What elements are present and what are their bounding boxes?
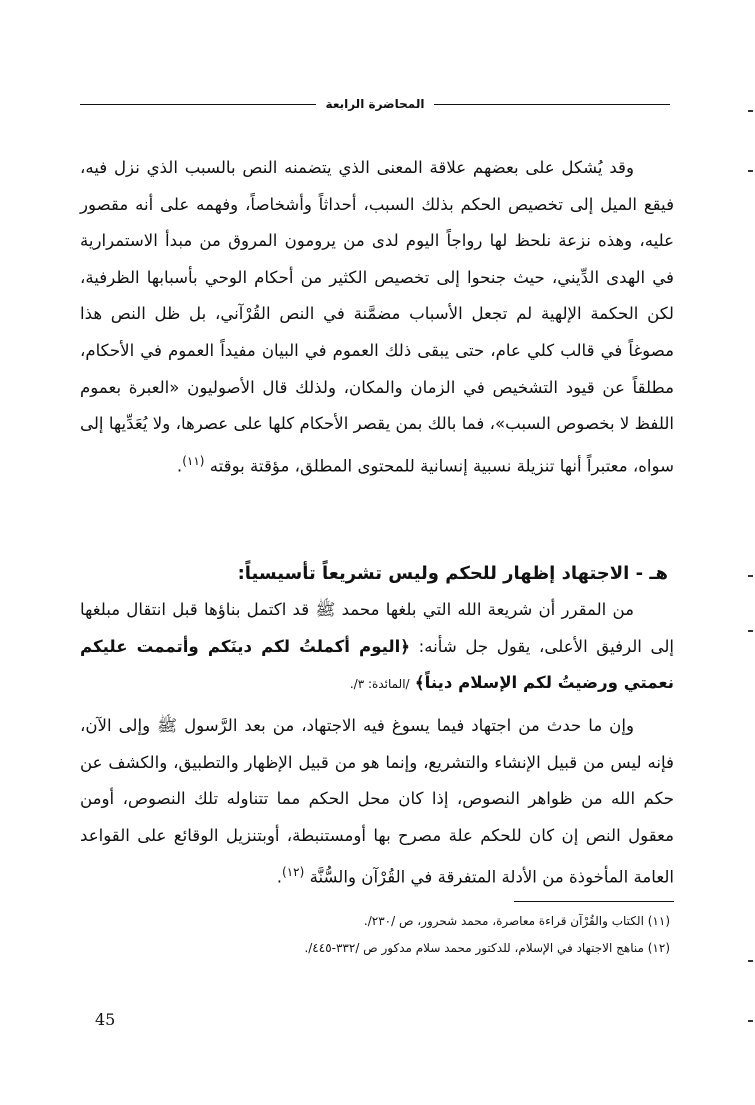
section-text-before: من المقرر أن شريعة الله التي بلغها محمد ﷺ قد اكتمل بناؤها قبل انتقال مبلغها إلى الرفيق الأعلى، يقول جل شأنه: [80, 600, 674, 656]
footnotes [200, 908, 670, 962]
header-rule-left [80, 104, 316, 105]
footnote-ref-12: (١٢) [282, 865, 305, 880]
quran-reference: /المائدة: ٣/. [349, 677, 410, 692]
footnote-11: (١١) الكتاب والقُرْآن قراءة معاصرة، محمد شحرور، ص /٢٣٠/. [363, 914, 670, 928]
margin-mark [748, 110, 753, 112]
running-header [80, 92, 670, 116]
body-paragraph-3: وإن ما حدث من اجتهاد فيما يسوغ فيه الاجتهاد، من بعد الرَّسول ﷺ وإلى الآن، فإنه ليس من قبيل الإنشاء والتشريع، وإنما هو من قبيل الإظهار والتطبيق، والكشف عن حكم الله من ظواهر النصوص، إذا كان محل الحكم مما تتناوله تلك النصوص، أومن معقول النص إن كان للحكم علة مصرح بها أومستنبطة، أوبتنزيل الوقائع على القواعد العامة المأخوذة من الأدلة المتفرقة في القُرْآن والسُّنَّة $^{(١٢)}$. [80, 716, 674, 887]
margin-mark [748, 630, 753, 632]
section-paragraph [80, 592, 674, 703]
margin-mark [748, 170, 753, 172]
paragraph-1-text: وقد يُشكل على بعضهم علاقة المعنى الذي يتضمنه النص بالسبب الذي نزل فيه، فيقع الميل إلى تخصيص الحكم بذلك السبب، أحداثاً وأشخاصاً، وفهمه على أنه مقصور عليه، وهذه نزعة نلحظ لها رواجاً اليوم لدى من يرومون المروق من مبدأ الاستمرارية في الهدى الدِّيني، حيث جنحوا إلى تخصيص الكثير من أحكام الوحي بأسبابها الظرفية، لكن الحكمة الإلهية لم تجعل الأسباب مضمَّنة في النص القُرْآني، بل ظل النص هذا مصوغاً في قالب كلي عام، حتى يبقى ذلك العموم في البيان مفيداً العموم في الأحكام، مطلقاً عن قيود التشخيص في الزمان والمكان، ولذلك قال الأصوليون «العبرة بعموم اللفظ لا بخصوص السبب»، فما بالك بمن يقصر الأحكام كلها على عصرها، ولا يُعَدِّيها إلى سواه، معتبراً أنها تنزيلة نسبية إنسانية للمحتوى المطلق، مؤقتة بوقته [80, 158, 674, 476]
chapter-title: المحاضرة الرابعة [325, 97, 425, 111]
footnote-separator [514, 901, 674, 902]
footnote-ref-11: (١١) [182, 453, 205, 468]
page-number: 45 [95, 1010, 116, 1029]
margin-mark [748, 1020, 753, 1022]
section-heading: هـ - الاجتهاد إظهار للحكم وليس تشريعاً تأسيسياً: [237, 563, 668, 584]
quran-verse: ﴿اليوم أكملتُ لكم دينَكم وأتممت عليكم نعمتي ورضيتُ لكم الإسلام ديناً﴾ [80, 636, 674, 693]
paragraph-3-text: وإن ما حدث من اجتهاد فيما يسوغ فيه الاجتهاد، من بعد الرَّسول ﷺ وإلى الآن، فإنه ليس من قبيل الإنشاء والتشريع، وإنما هو من قبيل الإظهار والتطبيق، والكشف عن حكم الله من ظواهر النصوص، إذا كان محل الحكم مما تتناوله تلك النصوص، أومن معقول النص إن كان للحكم علة مصرح بها أومستنبطة، أوبتنزيل الوقائع على القواعد العامة المأخوذة من الأدلة المتفرقة في القُرْآن والسُّنَّة [80, 716, 674, 887]
body-paragraph-1: وقد يُشكل على بعضهم علاقة المعنى الذي يتضمنه النص بالسبب الذي نزل فيه، فيقع الميل إلى تخصيص الحكم بذلك السبب، أحداثاً وأشخاصاً، وفهمه على أنه مقصور عليه، وهذه نزعة نلحظ لها رواجاً اليوم لدى من يرومون المروق من مبدأ الاستمرارية في الهدى الدِّيني، حيث جنحوا إلى تخصيص الكثير من أحكام الوحي بأسبابها الظرفية، لكن الحكمة الإلهية لم تجعل الأسباب مضمَّنة في النص القُرْآني، بل ظل النص هذا مصوغاً في قالب كلي عام، حتى يبقى ذلك العموم في البيان مفيداً العموم في الأحكام، مطلقاً عن قيود التشخيص في الزمان والمكان، ولذلك قال الأصوليون «العبرة بعموم اللفظ لا بخصوص السبب»، فما بالك بمن يقصر الأحكام كلها على عصرها، ولا يُعَدِّيها إلى سواه، معتبراً أنها تنزيلة نسبية إنسانية للمحتوى المطلق، مؤقتة بوقته $^{(١١)}$. [80, 158, 674, 476]
header-rule-right [434, 104, 670, 105]
margin-mark [748, 960, 753, 962]
footnote-12: (١٢) مناهج الاجتهاد في الإسلام، للدكتور محمد سلام مدكور ص /٣٣٢-٤٤٥/. [304, 941, 670, 955]
margin-mark [748, 575, 753, 577]
